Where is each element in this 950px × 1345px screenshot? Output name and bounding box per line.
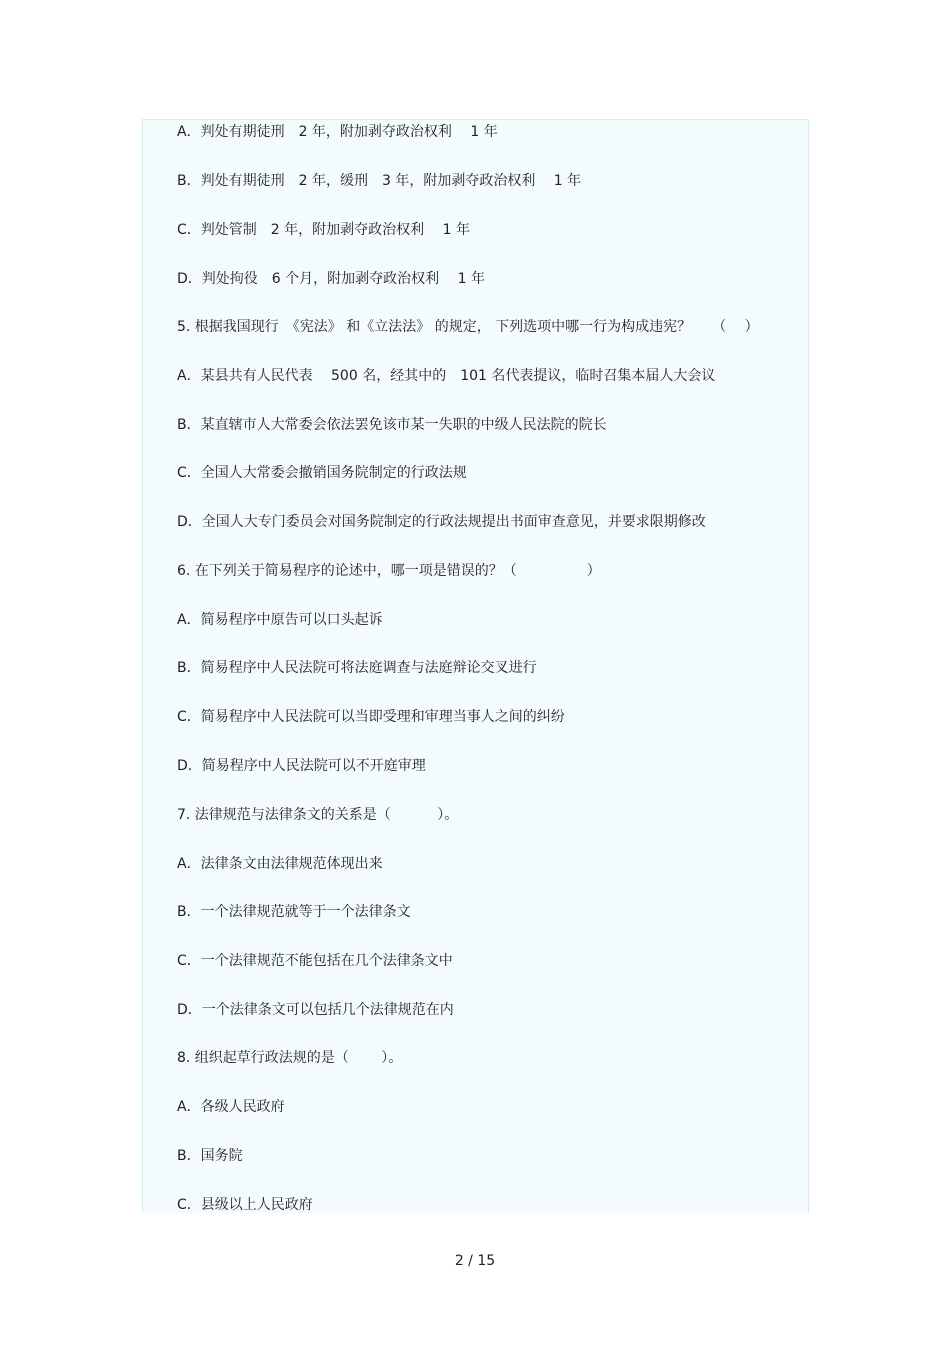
option-5a: A．某县共有人民代表 500 名，经其中的 101 名代表提议，临时召集本届人大会议 [177,368,716,384]
option-6d: D．简易程序中人民法院可以不开庭审理 [177,758,426,774]
option-5c: C．全国人大常委会撤销国务院制定的行政法规 [177,465,467,481]
option-7d: D．一个法律条文可以包括几个法律规范在内 [177,1002,454,1018]
option-4a: A．判处有期徒刑 2 年，附加剥夺政治权利 1 年 [177,124,498,140]
option-4c: C．判处管制 2 年，附加剥夺政治权利 1 年 [177,222,470,238]
option-8a: A．各级人民政府 [177,1099,285,1115]
question-6: 6. 在下列关于简易程序的论述中，哪一项是错误的？（ ） [177,563,601,579]
option-8c: C．县级以上人民政府 [177,1197,313,1213]
question-5: 5. 根据我国现行 《宪法》 和《立法法》 的规定， 下列选项中哪一行为构成违宪？ （ ） [177,319,759,335]
option-5b: B．某直辖市人大常委会依法罢免该市某一失职的中级人民法院的院长 [177,417,607,433]
option-7a: A．法律条文由法律规范体现出来 [177,856,383,872]
option-8b: B．国务院 [177,1148,243,1164]
option-4b: B．判处有期徒刑 2 年，缓刑 3 年，附加剥夺政治权利 1 年 [177,173,582,189]
option-7c: C．一个法律规范不能包括在几个法律条文中 [177,953,453,969]
question-7: 7. 法律规范与法律条文的关系是（ ）。 [177,807,459,823]
option-5d: D．全国人大专门委员会对国务院制定的行政法规提出书面审查意见，并要求限期修改 [177,514,706,530]
question-8: 8. 组织起草行政法规的是（ ）。 [177,1050,403,1066]
option-4d: D．判处拘役 6 个月，附加剥夺政治权利 1 年 [177,271,485,287]
option-6b: B．简易程序中人民法院可将法庭调查与法庭辩论交叉进行 [177,660,537,676]
option-7b: B．一个法律规范就等于一个法律条文 [177,904,411,920]
option-6a: A．简易程序中原告可以口头起诉 [177,612,383,628]
page-number: 2 / 15 [454,1253,496,1269]
option-6c: C．简易程序中人民法院可以当即受理和审理当事人之间的纠纷 [177,709,565,725]
